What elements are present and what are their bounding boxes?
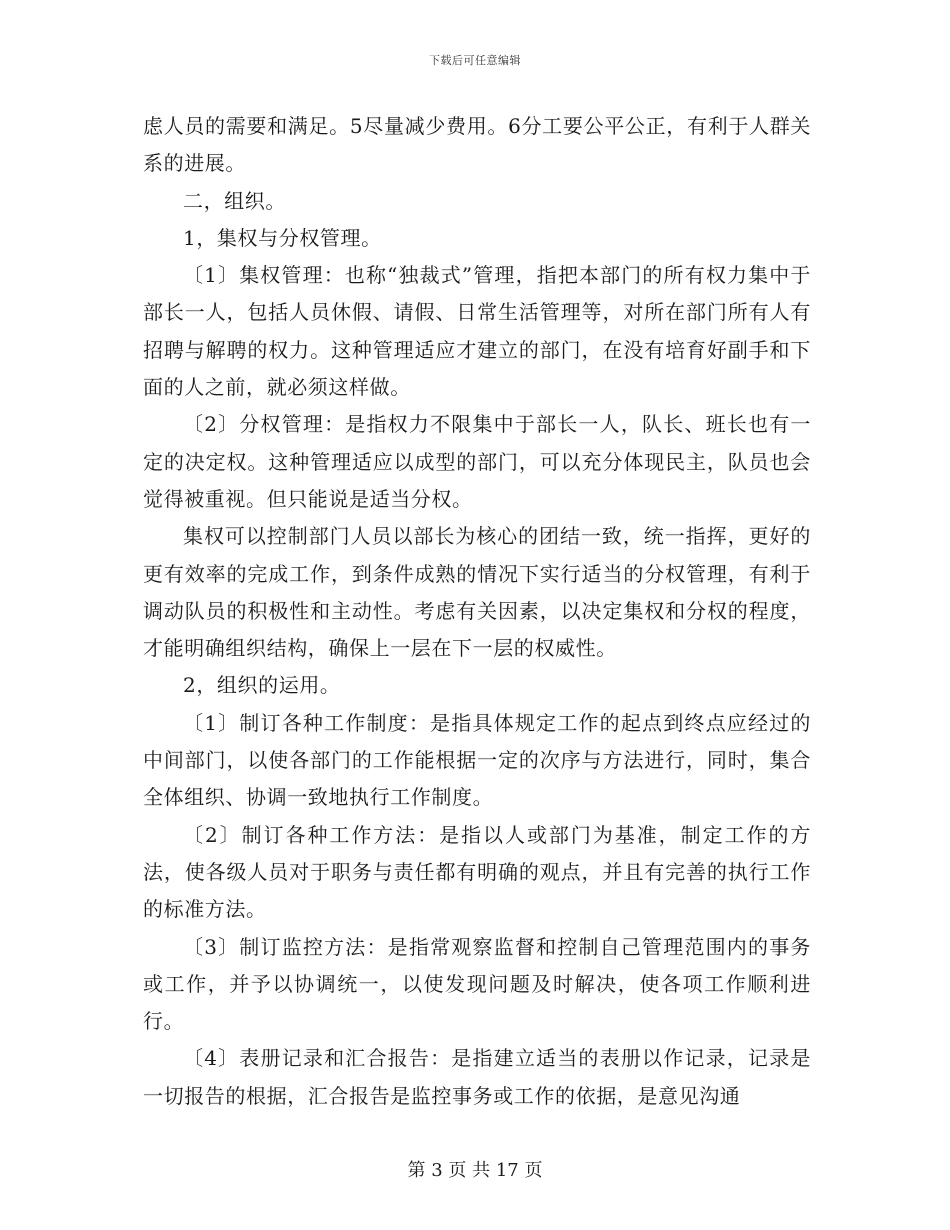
paragraph: 〔3〕制订监控方法：是指常观察监督和控制自己管理范围内的事务或工作，并予以协调统一，以使发现问题及时解决，使各项工作顺利进行。 <box>143 934 811 1034</box>
subsection-heading: 2，组织的运用。 <box>183 673 341 698</box>
subsection-heading: 1，集权与分权管理。 <box>183 225 382 250</box>
page-number-footer: 第 3 页 共 17 页 <box>407 1160 543 1181</box>
paragraph: 〔1〕制订各种工作制度：是指具体规定工作的起点到终点应经过的中间部门，以使各部门的工作能根据一定的次序与方法进行，同时，集合全体组织、协调一致地执行工作制度。 <box>143 710 811 810</box>
document-body <box>143 108 811 1115</box>
page-header: 下载后可任意编辑 <box>429 54 521 67</box>
paragraph: 〔2〕制订各种工作方法：是指以人或部门为基准，制定工作的方法，使各级人员对于职务与责任都有明确的观点，并且有完善的执行工作的标准方法。 <box>143 822 811 922</box>
paragraph: 〔1〕集权管理：也称“独裁式”管理，指把本部门的所有权力集中于部长一人，包括人员休假、请假、日常生活管理等，对所在部门所有人有招聘与解聘的权力。这种管理适应才建立的部门，在没有培育好副手和下面的人之前，就必须这样做。 <box>143 263 811 400</box>
paragraph: 虑人员的需要和满足。5尽量减少费用。6分工要公平公正，有利于人群关系的进展。 <box>143 114 811 176</box>
paragraph: 〔4〕表册记录和汇合报告：是指建立适当的表册以作记录，记录是一切报告的根据，汇合报告是监控事务或工作的依据，是意见沟通 <box>143 1046 811 1108</box>
section-heading: 二，组织。 <box>183 188 286 213</box>
paragraph: 集权可以控制部门人员以部长为核心的团结一致，统一指挥，更好的更有效率的完成工作，到条件成熟的情况下实行适当的分权管理，有利于调动队员的积极性和主动性。考虑有关因素，以决定集权和分权的程度，才能明确组织结构，确保上一层在下一层的权威性。 <box>143 524 811 661</box>
paragraph: 〔2〕分权管理：是指权力不限集中于部长一人，队长、班长也有一定的决定权。这种管理适应以成型的部门，可以充分体现民主，队员也会觉得被重视。但只能说是适当分权。 <box>143 412 811 511</box>
